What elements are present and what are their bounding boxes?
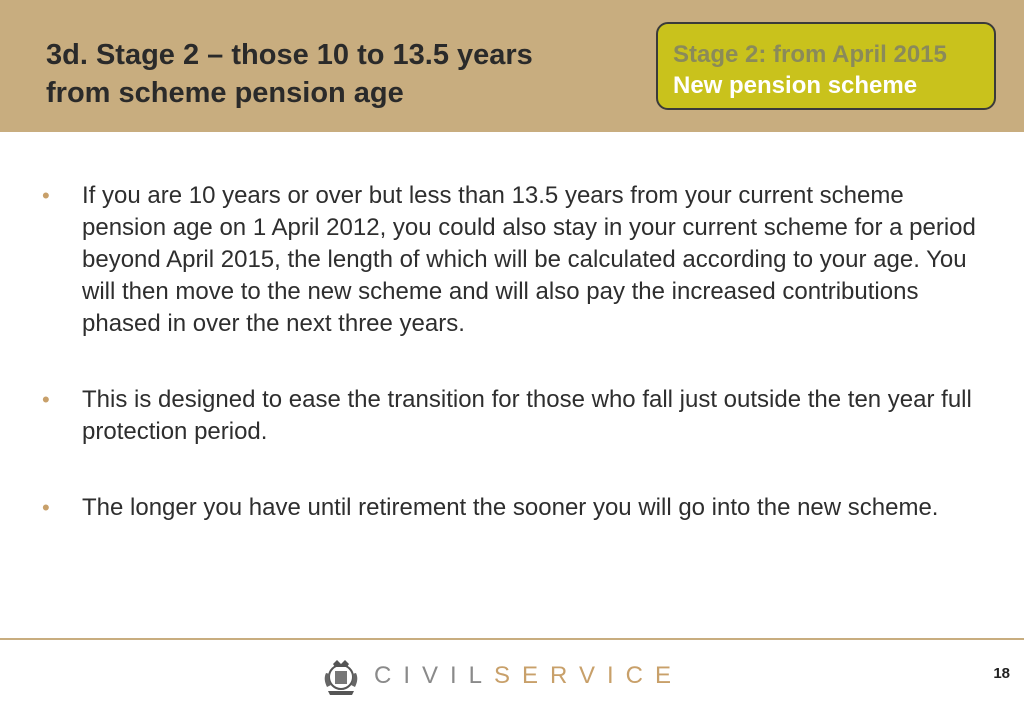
- title-line-2: from scheme pension age: [46, 77, 404, 109]
- footer-divider: [0, 638, 1024, 640]
- bullet-list: [42, 180, 992, 568]
- slide-title: [46, 36, 626, 112]
- bullet-item: [42, 492, 992, 524]
- bullet-item: [42, 384, 992, 448]
- bullet-dot-icon: •: [42, 387, 50, 412]
- logo-civil-text: CIVIL: [374, 662, 495, 689]
- bullet-dot-icon: •: [42, 183, 50, 208]
- bullet-dot-icon: •: [42, 495, 50, 520]
- stage-callout-line-2: New pension scheme: [673, 72, 918, 99]
- stage-callout-line-1: Stage 2: from April 2015: [673, 41, 947, 68]
- bullet-text: If you are 10 years or over but less than 13.5 years from your current scheme pension age on 1 April 2012, you could also stay in your current scheme for a period beyond April 2015, the length of which will be calculated according to your age. You will then move to the new scheme and will also pay the increased contributions phased in over the next three years.: [82, 182, 976, 337]
- royal-crest-icon: [320, 655, 362, 697]
- page-number: 18: [993, 665, 1010, 682]
- title-line-1: 3d. Stage 2 – those 10 to 13.5 years: [46, 39, 533, 71]
- bullet-text: This is designed to ease the transition for those who fall just outside the ten year full protection period.: [82, 386, 972, 445]
- bullet-text: The longer you have until retirement the sooner you will go into the new scheme.: [82, 494, 939, 521]
- header-band: [0, 0, 1024, 132]
- logo-service-text: SERVICE: [494, 662, 683, 689]
- stage-callout: [656, 22, 996, 110]
- bullet-item: [42, 180, 992, 340]
- civil-service-logo: [320, 654, 683, 698]
